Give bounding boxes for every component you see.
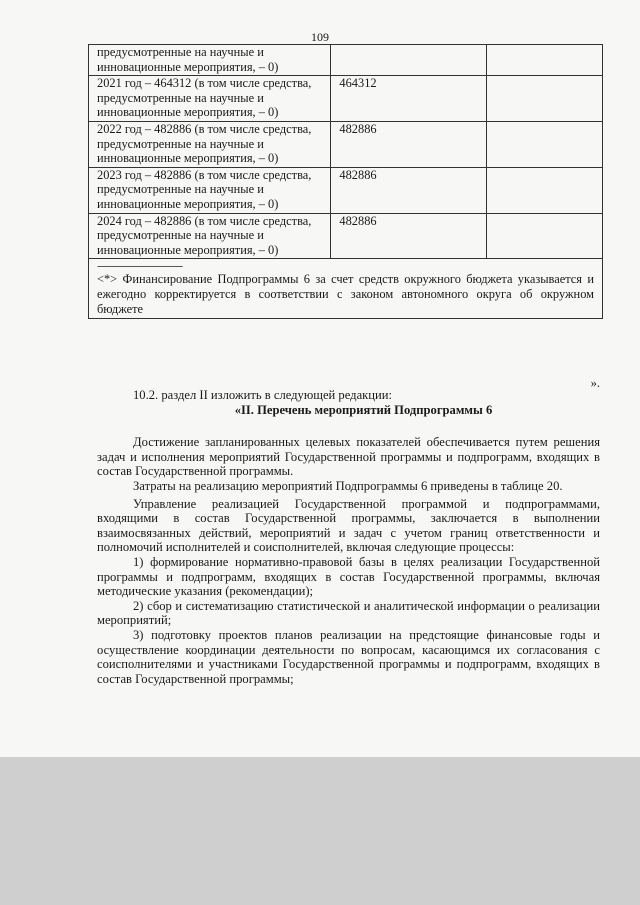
row-value: 482886: [331, 121, 487, 167]
financing-table: [88, 44, 603, 319]
closing-quote: ».: [590, 376, 600, 390]
row-extra: [487, 76, 603, 122]
table-row: [89, 76, 603, 122]
table-row: [89, 121, 603, 167]
row-value: 482886: [331, 167, 487, 213]
row-extra: [487, 121, 603, 167]
footnote-text: <*> Финансирование Подпрограммы 6 за счет средств окружного бюджета указывается и ежегодно корректируется в соответствии с законом автономного округа об окружном бюджете: [97, 272, 594, 316]
table-row: [89, 213, 603, 259]
body-text: [97, 388, 600, 686]
row-extra: [487, 167, 603, 213]
table-row: [89, 45, 603, 76]
row-extra: [487, 45, 603, 76]
row-value: 464312: [331, 76, 487, 122]
section-intro: 10.2. раздел II изложить в следующей редакции:: [133, 388, 392, 402]
footnote-separator: --------------------------------: [97, 260, 183, 273]
paragraph: Затраты на реализацию мероприятий Подпрограммы 6 приведены в таблице 20.: [133, 478, 563, 493]
row-label: 2021 год – 464312 (в том числе средства, предусмотренные на научные и инновационные мероприятия, – 0): [89, 76, 331, 122]
paragraph: 3) подготовку проектов планов реализации на предстоящие финансовые годы и осуществление координации деятельности по вопросам, касающимся их согласования с соисполнителями и участниками Государственной программы и подпрограмм, входящих в состав Государственной программы;: [97, 627, 600, 686]
paragraph: Управление реализацией Государственной программой и подпрограммами, входящими в состав Государственной программы, заключается в выполнении взаимосвязанных действий, мероприятий и задач с учетом границ ответственности и полномочий исполнителей и соисполнителей, включая следующие процессы:: [97, 496, 600, 555]
section-heading: «II. Перечень мероприятий Подпрограммы 6: [234, 402, 493, 417]
row-extra: [487, 213, 603, 259]
row-value: [331, 45, 487, 76]
paragraph: 2) сбор и систематизацию статистической и аналитической информации о реализации мероприятий;: [97, 598, 600, 628]
paragraph: 1) формирование нормативно-правовой базы в целях реализации Государственной программы и подпрограмм, входящих в состав Государственной программы, включая методические указания (рекомендации);: [97, 554, 600, 599]
page-number: 109: [311, 30, 329, 44]
row-label: 2024 год – 482886 (в том числе средства, предусмотренные на научные и инновационные мероприятия, – 0): [89, 213, 331, 259]
paragraph: Достижение запланированных целевых показателей обеспечивается путем решения задач и исполнения мероприятий Государственной программы и подпрограмм, входящих в состав Государственной программы.: [97, 435, 600, 479]
footnote-row: [89, 259, 603, 319]
footnote-cell: [89, 259, 603, 319]
row-label: 2022 год – 482886 (в том числе средства, предусмотренные на научные и инновационные мероприятия, – 0): [89, 121, 331, 167]
row-value: 482886: [331, 213, 487, 259]
table-row: [89, 167, 603, 213]
row-label: предусмотренные на научные и инновационные мероприятия, – 0): [89, 45, 331, 76]
row-label: 2023 год – 482886 (в том числе средства, предусмотренные на научные и инновационные мероприятия, – 0): [89, 167, 331, 213]
